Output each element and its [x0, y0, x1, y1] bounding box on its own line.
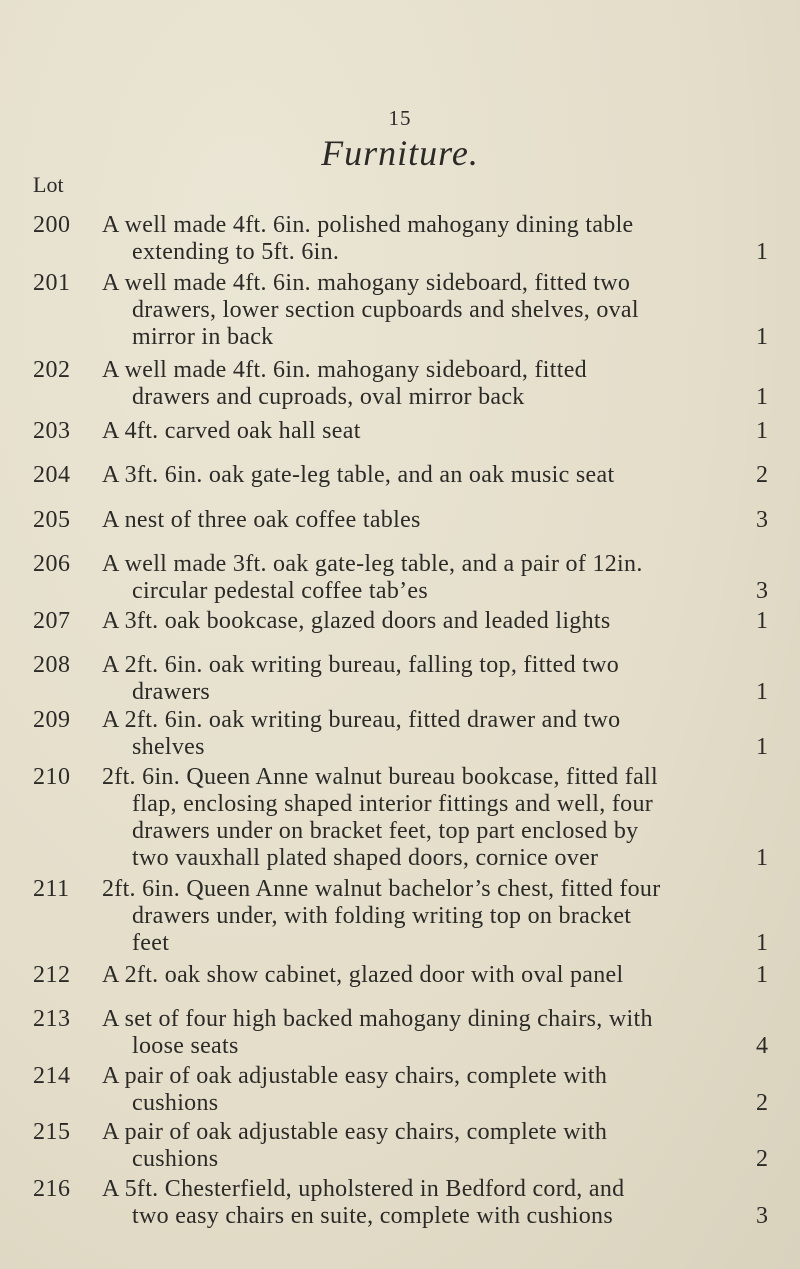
lot-quantity: 1	[756, 679, 768, 705]
lot-number: 209	[33, 707, 71, 733]
lot-description-line: A well made 4ft. 6in. mahogany sideboard, fitted two	[102, 270, 631, 296]
lot-description	[102, 462, 742, 489]
lot-number: 206	[33, 551, 71, 577]
lot-description-line: A 2ft. 6in. oak writing bureau, fitted drawer and two	[102, 707, 621, 733]
lot-number: 213	[33, 1006, 71, 1032]
lot-description-line: feet	[132, 930, 170, 956]
lot-quantity: 1	[756, 384, 768, 410]
lot-number: 204	[33, 462, 71, 488]
lot-description-line: A nest of three oak coffee tables	[102, 507, 421, 533]
lot-description-line: two easy chairs en suite, complete with cushions	[132, 1203, 613, 1229]
lot-quantity: 1	[756, 418, 768, 444]
lot-description-line: cushions	[132, 1146, 219, 1172]
page-number: 15	[388, 106, 412, 130]
lot-quantity: 3	[756, 578, 768, 604]
lot-description	[102, 270, 742, 351]
lot-description-line: drawers	[132, 679, 211, 705]
lot-description-line: drawers under, with folding writing top on bracket	[132, 903, 632, 929]
lot-description-line: drawers and cuproads, oval mirror back	[132, 384, 525, 410]
lot-description-line: A pair of oak adjustable easy chairs, complete with	[102, 1119, 608, 1145]
lot-column-header: Lot	[33, 172, 64, 197]
lot-quantity: 1	[756, 930, 768, 956]
lot-quantity: 1	[756, 734, 768, 760]
lot-number: 207	[33, 608, 71, 634]
lot-description	[102, 1176, 742, 1230]
lot-quantity: 1	[756, 608, 768, 634]
lot-description-line: extending to 5ft. 6in.	[132, 239, 340, 265]
lot-quantity: 4	[756, 1033, 768, 1059]
lot-description	[102, 212, 742, 266]
lot-number: 212	[33, 962, 71, 988]
lot-description-line: cushions	[132, 1090, 219, 1116]
lot-description-line: drawers, lower section cupboards and shelves, oval	[132, 297, 639, 323]
lot-description-line: A 5ft. Chesterfield, upholstered in Bedford cord, and	[102, 1176, 625, 1202]
lot-quantity: 3	[756, 1203, 768, 1229]
lot-number: 200	[33, 212, 71, 238]
lot-description	[102, 551, 742, 605]
page-heading: Furniture.	[321, 133, 479, 173]
lot-number: 215	[33, 1119, 71, 1145]
lot-description-line: A 2ft. 6in. oak writing bureau, falling top, fitted two	[102, 652, 620, 678]
lot-quantity: 2	[756, 1146, 768, 1172]
lot-number: 208	[33, 652, 71, 678]
lot-number: 203	[33, 418, 71, 444]
lot-quantity: 1	[756, 845, 768, 871]
lot-description	[102, 962, 742, 989]
lot-description	[102, 418, 742, 445]
lot-quantity: 1	[756, 239, 768, 265]
lot-description-line: circular pedestal coffee tab’es	[132, 578, 429, 604]
lot-description	[102, 507, 742, 534]
lot-description-line: shelves	[132, 734, 205, 760]
lot-description	[102, 1119, 742, 1173]
lot-description-line: mirror in back	[132, 324, 274, 350]
lot-description-line: A well made 4ft. 6in. mahogany sideboard, fitted	[102, 357, 587, 383]
lot-number: 216	[33, 1176, 71, 1202]
lot-description	[102, 707, 742, 761]
lot-description	[102, 764, 742, 872]
lot-description-line: A 2ft. oak show cabinet, glazed door with oval panel	[102, 962, 624, 988]
lot-description-line: A well made 4ft. 6in. polished mahogany dining table	[102, 212, 634, 238]
lot-quantity: 2	[756, 462, 768, 488]
lot-description-line: A 3ft. 6in. oak gate-leg table, and an oak music seat	[102, 462, 615, 488]
lot-description-line: loose seats	[132, 1033, 239, 1059]
lot-description-line: flap, enclosing shaped interior fittings and well, four	[132, 791, 654, 817]
lot-number: 202	[33, 357, 71, 383]
lot-number: 210	[33, 764, 71, 790]
lot-description-line: drawers under on bracket feet, top part enclosed by	[132, 818, 639, 844]
lot-quantity: 3	[756, 507, 768, 533]
lot-description	[102, 876, 742, 957]
lot-quantity: 1	[756, 324, 768, 350]
lot-quantity: 2	[756, 1090, 768, 1116]
lot-description	[102, 1006, 742, 1060]
lot-description-line: A well made 3ft. oak gate-leg table, and a pair of 12in.	[102, 551, 643, 577]
lot-description-line: 2ft. 6in. Queen Anne walnut bachelor’s chest, fitted four	[102, 876, 661, 902]
lot-number: 201	[33, 270, 71, 296]
lot-number: 205	[33, 507, 71, 533]
lot-description-line: A pair of oak adjustable easy chairs, complete with	[102, 1063, 608, 1089]
lot-description-line: A 3ft. oak bookcase, glazed doors and leaded lights	[102, 608, 611, 634]
lot-description-line: 2ft. 6in. Queen Anne walnut bureau bookcase, fitted fall	[102, 764, 658, 790]
lot-description	[102, 608, 742, 635]
lot-description-line: A set of four high backed mahogany dining chairs, with	[102, 1006, 653, 1032]
lot-description-line: two vauxhall plated shaped doors, cornice over	[132, 845, 599, 871]
lot-description	[102, 357, 742, 411]
lot-description	[102, 652, 742, 706]
lot-description	[102, 1063, 742, 1117]
lot-number: 214	[33, 1063, 71, 1089]
lot-number: 211	[33, 876, 70, 902]
lot-quantity: 1	[756, 962, 768, 988]
lot-description-line: A 4ft. carved oak hall seat	[102, 418, 361, 444]
